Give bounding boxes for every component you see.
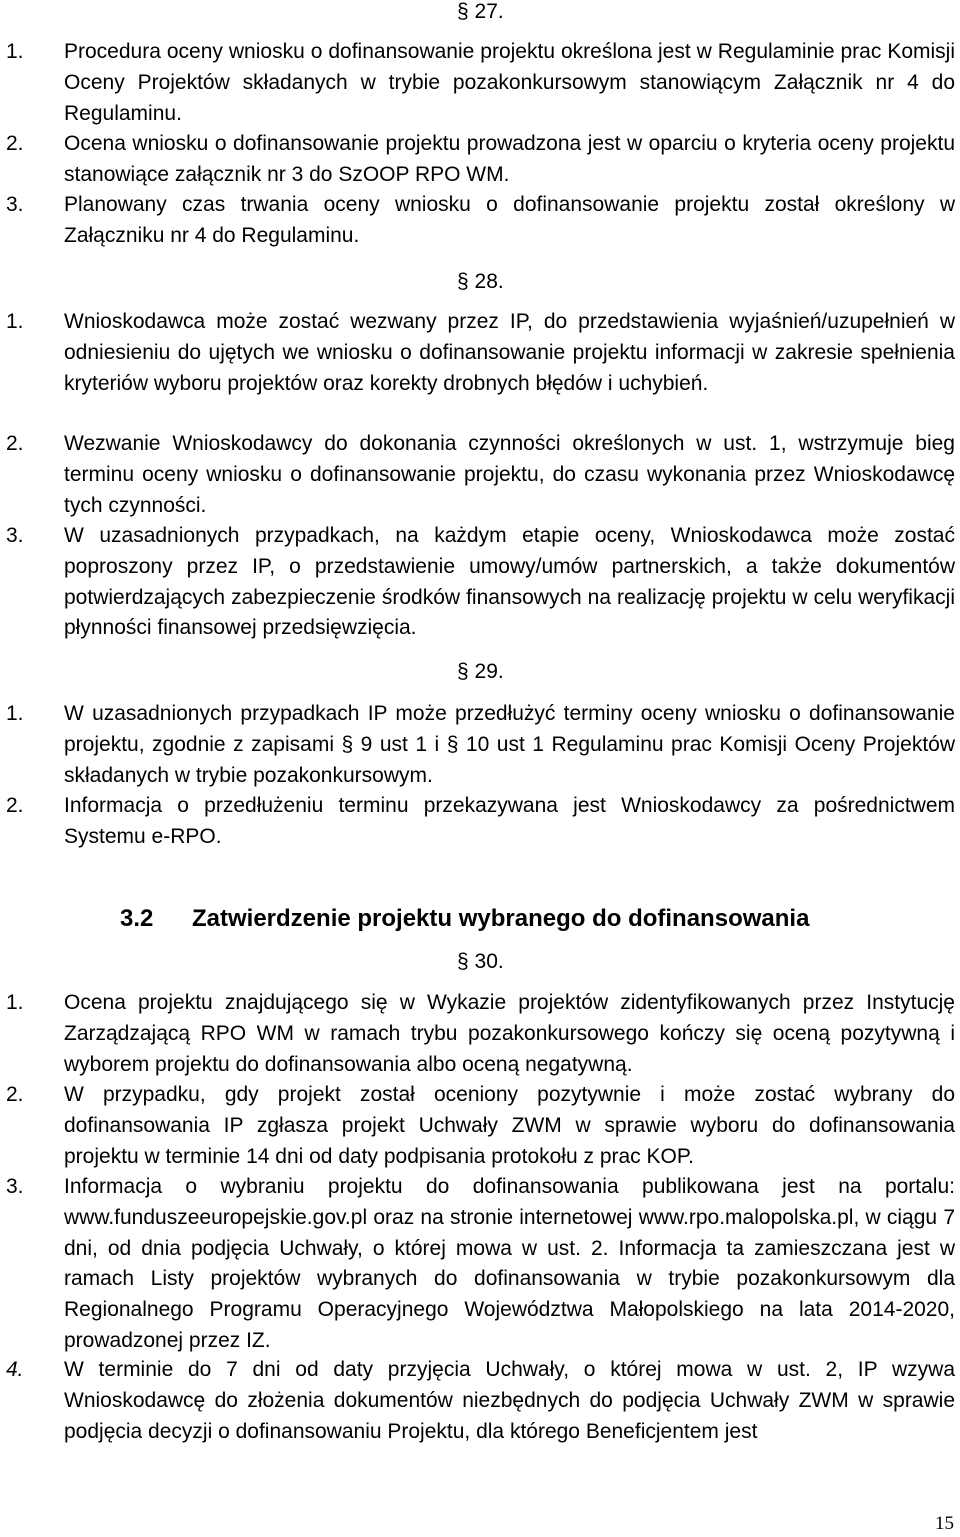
item-number: 3. (6, 524, 24, 547)
paragraph-heading-29: § 29. (457, 660, 504, 683)
item-number: 2. (6, 432, 24, 455)
item-number: 2. (6, 132, 24, 155)
item-number: 1. (6, 702, 24, 725)
section-heading (120, 902, 940, 936)
item-number: 2. (6, 794, 24, 817)
item-text: Ocena projektu znajdującego się w Wykazie projektów zidentyfikowanych przez Instytucję Zarządzającą RPO WM w ramach trybu pozakonkursowego kończy się oceną pozytywną i wyborem projektu do dofinansowania albo oceną negatywną. (64, 991, 955, 1076)
paragraph-heading-28: § 28. (457, 270, 504, 293)
paragraph-heading-27: § 27. (457, 0, 504, 23)
item-number: 3. (6, 1175, 24, 1198)
item-text: W terminie do 7 dni od daty przyjęcia Uchwały, o której mowa w ust. 2, IP wzywa Wnioskodawcę do złożenia dokumentów niezbędnych do podjęcia Uchwały ZWM w sprawie podjęcia decyzji o dofinansowaniu Projektu, dla którego Beneficjentem jest (64, 1358, 955, 1443)
item-number: 2. (6, 1083, 24, 1106)
item-number: 1. (6, 310, 24, 333)
item-number: 1. (6, 40, 24, 63)
item-text: Informacja o wybraniu projektu do dofinansowania publikowana jest na portalu: www.funduszeeuropejskie.gov.pl oraz na stronie internetowej www.rpo.malopolska.pl, w ciągu 7 dni, od dnia podjęcia Uchwały, o której mowa w ust. 2. Informacja ta zamieszczana jest w ramach Listy projektów wybranych do dofinansowania w trybie pozakonkursowym dla Regionalnego Programu Operacyjnego Województwa Małopolskiego na lata 2014-2020, prowadzonej przez IZ. (64, 1175, 955, 1352)
item-text: W uzasadnionych przypadkach IP może przedłużyć terminy oceny wniosku o dofinansowanie projektu, zgodnie z zapisami § 9 ust 1 i § 10 ust 1 Regulaminu prac Komisji Oceny Projektów składanych w trybie pozakonkursowym. (64, 702, 955, 787)
section-title: Zatwierdzenie projektu wybranego do dofinansowania (192, 905, 810, 932)
item-text: Wnioskodawca może zostać wezwany przez IP, do przedstawienia wyjaśnień/uzupełnień w odniesieniu do ujętych we wniosku o dofinansowanie projektu informacji w zakresie spełnienia kryteriów wyboru projektów oraz korekty drobnych błędów i uchybień. (64, 310, 955, 395)
item-number: 1. (6, 991, 24, 1014)
paragraph-heading-30: § 30. (457, 950, 504, 973)
item-number: 4. (6, 1358, 24, 1381)
item-text: Ocena wniosku o dofinansowanie projektu prowadzona jest w oparciu o kryteria oceny projektu stanowiące załącznik nr 3 do SzOOP RPO WM. (64, 132, 955, 186)
section-number: 3.2 (120, 905, 154, 932)
page-number: 15 (935, 1513, 954, 1534)
item-text: W uzasadnionych przypadkach, na każdym etapie oceny, Wnioskodawca może zostać poproszony przez IP, o przedstawienie umowy/umów partnerskich, a także dokumentów potwierdzających zabezpieczenie środków finansowych na realizację projektu w celu weryfikacji płynności finansowej przedsięwzięcia. (64, 524, 955, 640)
item-text: Planowany czas trwania oceny wniosku o dofinansowanie projektu został określony w Załączniku nr 4 do Regulaminu. (64, 193, 955, 247)
item-text: Informacja o przedłużeniu terminu przekazywana jest Wnioskodawcy za pośrednictwem Systemu e-RPO. (64, 794, 955, 848)
item-text: W przypadku, gdy projekt został oceniony pozytywnie i może zostać wybrany do dofinansowania IP zgłasza projekt Uchwały ZWM w sprawie wyboru do dofinansowania projektu w terminie 14 dni od daty podpisania protokołu z prac KOP. (64, 1083, 955, 1168)
item-text: Wezwanie Wnioskodawcy do dokonania czynności określonych w ust. 1, wstrzymuje bieg terminu oceny wniosku o dofinansowanie projektu, do czasu wykonania przez Wnioskodawcę tych czynności. (64, 432, 955, 517)
item-text: Procedura oceny wniosku o dofinansowanie projektu określona jest w Regulaminie prac Komisji Oceny Projektów składanych w trybie pozakonkursowym stanowiącym Załącznik nr 4 do Regulaminu. (64, 40, 955, 125)
item-number: 3. (6, 193, 24, 216)
